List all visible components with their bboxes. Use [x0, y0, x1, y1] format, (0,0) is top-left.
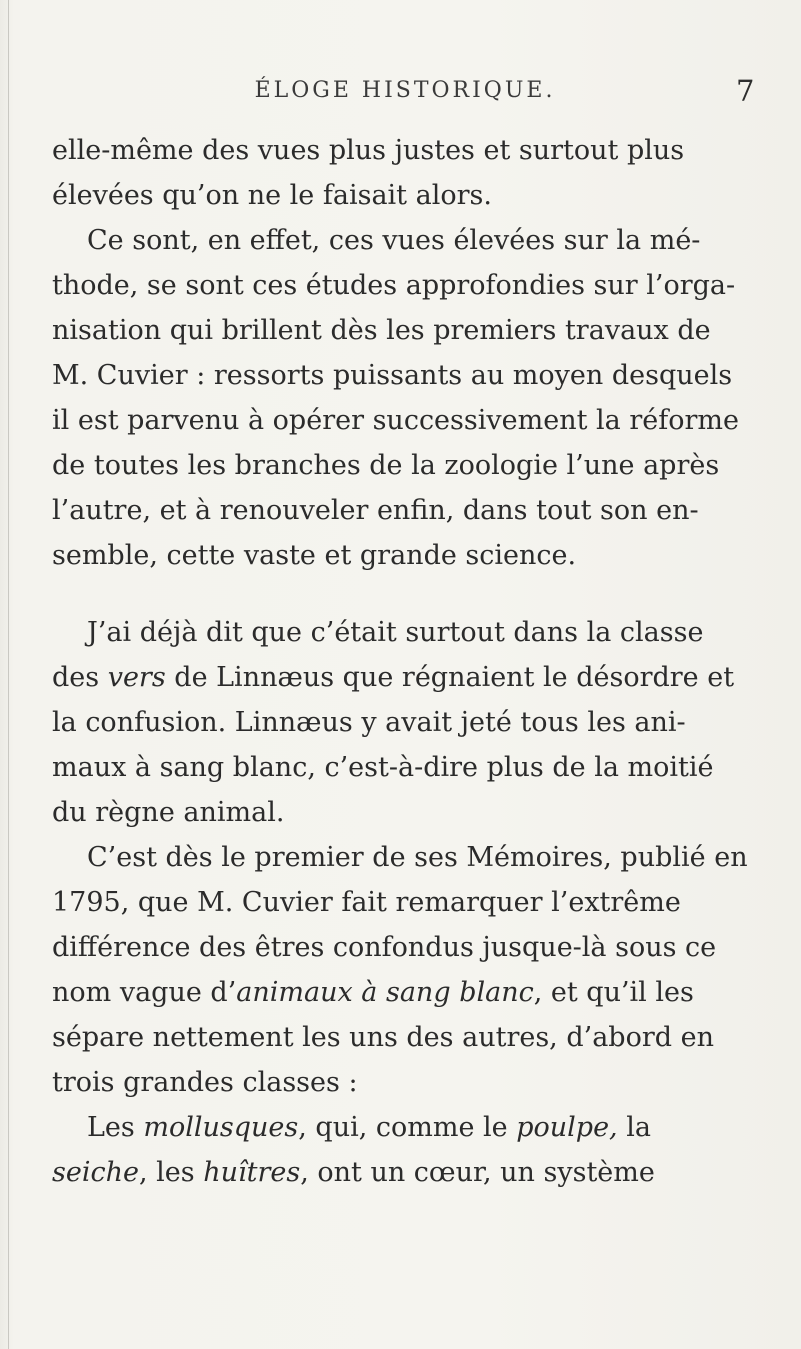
text-line: élevées qu’on ne le faisait alors. [52, 180, 492, 211]
text-line: de toutes les branches de la zoologie l’une après [52, 450, 720, 481]
body-text [52, 128, 787, 1195]
text-line: semble, cette vaste et grande science. [52, 540, 577, 571]
text-line [52, 1105, 787, 1150]
text-line [52, 970, 787, 1015]
text-run: , et qu’il les [533, 977, 694, 1008]
italic-term: animaux à sang blanc [236, 977, 534, 1008]
text-run: des [52, 662, 108, 693]
text-line: M. Cuvier : ressorts puissants au moyen desquels [52, 360, 733, 391]
running-head-title: ÉLOGE HISTORIQUE. [254, 78, 556, 103]
binding-edge [8, 0, 9, 1349]
text-run: , qui, comme le [298, 1112, 517, 1143]
paragraph-gap [52, 578, 787, 610]
text-line [52, 1150, 787, 1195]
running-head [0, 74, 801, 118]
text-run: nom vague d’ [52, 977, 237, 1008]
text-line: sépare nettement les uns des autres, d’abord en [52, 1022, 714, 1053]
text-line: maux à sang blanc, c’est-à-dire plus de la moitié [52, 752, 714, 783]
text-line: il est parvenu à opérer successivement la réforme [52, 405, 739, 436]
text-line: C’est dès le premier de ses Mémoires, publié en [87, 842, 748, 873]
text-line [52, 655, 787, 700]
italic-term: poulpe, [516, 1112, 618, 1143]
page-number: 7 [736, 74, 755, 108]
text-line: différence des êtres confondus jusque-là sous ce [52, 932, 717, 963]
text-run: , les [138, 1157, 204, 1188]
text-run: la [617, 1112, 651, 1143]
italic-term: huîtres [203, 1157, 301, 1188]
text-line: du règne animal. [52, 797, 285, 828]
italic-term: vers [107, 662, 166, 693]
text-line: Ce sont, en effet, ces vues élevées sur la mé- [87, 225, 701, 256]
text-line: trois grandes classes : [52, 1067, 358, 1098]
text-line: l’autre, et à renouveler enfin, dans tout son en- [52, 495, 699, 526]
text-line: 1795, que M. Cuvier fait remarquer l’extrême [52, 887, 681, 918]
text-run: , ont un cœur, un système [300, 1157, 655, 1188]
text-line: J’ai déjà dit que c’était surtout dans la classe [87, 617, 704, 648]
text-run: de Linnæus que régnaient le désordre et [165, 662, 735, 693]
text-line: nisation qui brillent dès les premiers travaux de [52, 315, 711, 346]
italic-term: mollusques [143, 1112, 299, 1143]
text-run: Les [87, 1112, 144, 1143]
text-line: elle-même des vues plus justes et surtout plus [52, 135, 685, 166]
text-line: la confusion. Linnæus y avait jeté tous les ani- [52, 707, 686, 738]
text-line: thode, se sont ces études approfondies sur l’orga- [52, 270, 736, 301]
italic-term: seiche [52, 1157, 139, 1188]
